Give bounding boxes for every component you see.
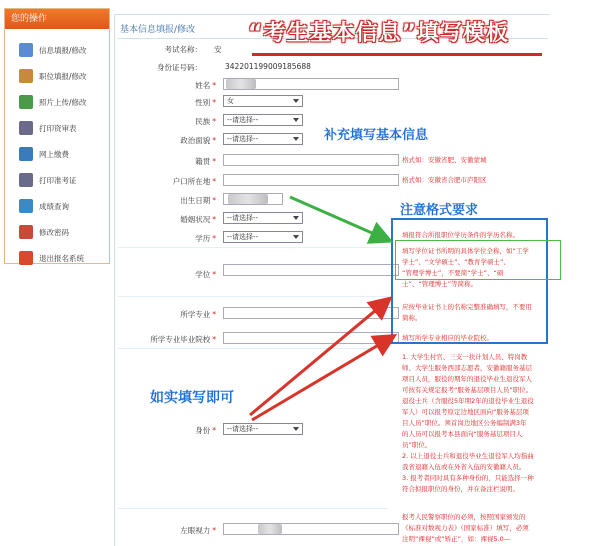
politics-label: 政治面貌 * <box>180 136 216 145</box>
hint-line: 可按有关规定报考“服务基层项目人员”职位。 <box>402 386 533 394</box>
degree-label: 学位 * <box>195 270 216 279</box>
id-number-value: 342201199009185688 <box>225 62 311 71</box>
hint-line: 2. 以上退役士兵和退役毕业生退役军人均指曲 <box>402 452 534 460</box>
education-select[interactable]: --请选择-- <box>223 231 303 243</box>
name-label: 姓名 * <box>195 81 216 90</box>
sidebar-item-label: 信息填报/修改 <box>39 45 87 55</box>
sidebar-item-label: 修改密码 <box>39 227 69 237</box>
politics-select[interactable]: --请选择-- <box>223 133 303 145</box>
marital-status-select[interactable]: --请选择-- <box>223 212 303 224</box>
marital-status-label: 婚姻状况 * <box>180 215 216 224</box>
sidebar-item-label: 成绩查询 <box>39 201 69 211</box>
birth-date-label: 出生日期 * <box>180 196 216 205</box>
hukou-hint: 格式如：安徽省合肥市庐阳区 <box>402 176 487 184</box>
hint-line: 学士”、“文学硕士”、“教育学硕士”、 <box>402 258 510 266</box>
hint-line: 3. 报考者同时具有多种身份的，只能选择一种 <box>402 474 534 482</box>
exam-name-value: 安 <box>214 45 222 54</box>
hint-line: 《标准对数视力表》（国家标准）填写，必须 <box>402 524 529 532</box>
breadcrumb: 基本信息填报/修改 <box>120 25 196 35</box>
annotation-truthful: 如实填写即可 <box>150 390 234 406</box>
hint-line: 的人员可以报考本县面向“服务基层项目人 <box>402 430 523 438</box>
gender-label: 性别 * <box>195 98 216 107</box>
hint-line: 员”职位。 <box>402 441 432 449</box>
hukou-label: 户口所在地 * <box>172 177 216 186</box>
id-number-label: 身份证号码： <box>157 63 202 72</box>
hint-line: 目人员”职位。须首岗边地区公务编制满3年 <box>402 419 527 427</box>
hint-line: 1. 大学生村官、三支一扶计划人员、特岗教 <box>402 353 528 361</box>
hint-line: 退役士兵（含服役5年期2年的退役毕业生退役 <box>402 397 534 405</box>
native-place-label: 籍贯 * <box>195 157 216 166</box>
hint-line: 军人）可以报考原定边地区面向“服务基层项 <box>402 408 529 416</box>
sidebar-item-label: 退出报名系统 <box>39 253 84 263</box>
sidebar-title: 您的操作 <box>5 9 109 29</box>
sidebar-item-label: 网上缴费 <box>39 149 69 159</box>
vision-label: 左眼视力 * <box>180 526 216 535</box>
major-label: 所学专业 * <box>180 310 216 319</box>
hint-line: 我省退籍入伍或在外省入伍的安徽籍人员。 <box>402 463 526 471</box>
sidebar-item-label: 打印资审表 <box>39 123 77 133</box>
education-hint: 填报符合所报职位学历条件的学历名称。 <box>402 231 519 239</box>
school-hint: 填写所学专业相应的毕业院校。 <box>402 334 493 342</box>
hint-line: 应按毕业证书上的名称完整准确填写，不要用 <box>402 303 532 311</box>
template-banner: “考生基本信息”填写模板 <box>248 21 509 46</box>
red-arrow-degree <box>250 300 388 415</box>
identity-label: 身份 * <box>195 426 216 435</box>
hint-line: 报考人民警察职位的必须，按照国家颁发的 <box>402 513 526 521</box>
sidebar-item-label: 照片上传/修改 <box>39 97 87 107</box>
exam-name-label: 考试名称： <box>164 45 202 54</box>
hint-line: “管理学博士”，不要简“学士”、“硕 <box>402 269 504 277</box>
hint-line: 项目人员，服役的期年的退役毕业生退役军人 <box>402 375 532 383</box>
ethnicity-select[interactable]: --请选择-- <box>223 114 303 126</box>
sidebar-item-label: 打印准考证 <box>39 175 77 185</box>
education-label: 学历 * <box>195 234 216 243</box>
hint-line: 师、大学生服务西部志愿者，安徽籍服务基层 <box>402 364 532 372</box>
hint-line: 简称。 <box>402 314 422 322</box>
hint-line: 符合拟报职位的身份，并在备注栏说明。 <box>402 485 519 493</box>
sidebar-item-label: 职位填报/修改 <box>39 71 87 81</box>
hint-line: 士”、“管理博士”等简称。 <box>402 280 478 288</box>
hint-line: 注明“裸视”或“矫正”，如：裸视5.0— <box>402 535 511 543</box>
red-arrow-school <box>252 337 392 420</box>
school-label: 所学专业毕业院校 * <box>150 335 216 344</box>
annotation-supplement: 补充填写基本信息 <box>324 128 429 143</box>
annotation-format: 注意格式要求 <box>400 203 479 218</box>
ethnicity-label: 民族 * <box>195 117 216 126</box>
gender-select[interactable]: 女 <box>223 95 303 107</box>
identity-select[interactable]: --请选择-- <box>223 423 303 435</box>
hint-line: 填写学位证书所明的具体学位全称，如“工学 <box>402 247 529 255</box>
native-place-hint: 格式如：安徽省肥、安徽蒙城 <box>402 156 487 164</box>
green-arrow <box>290 197 388 240</box>
